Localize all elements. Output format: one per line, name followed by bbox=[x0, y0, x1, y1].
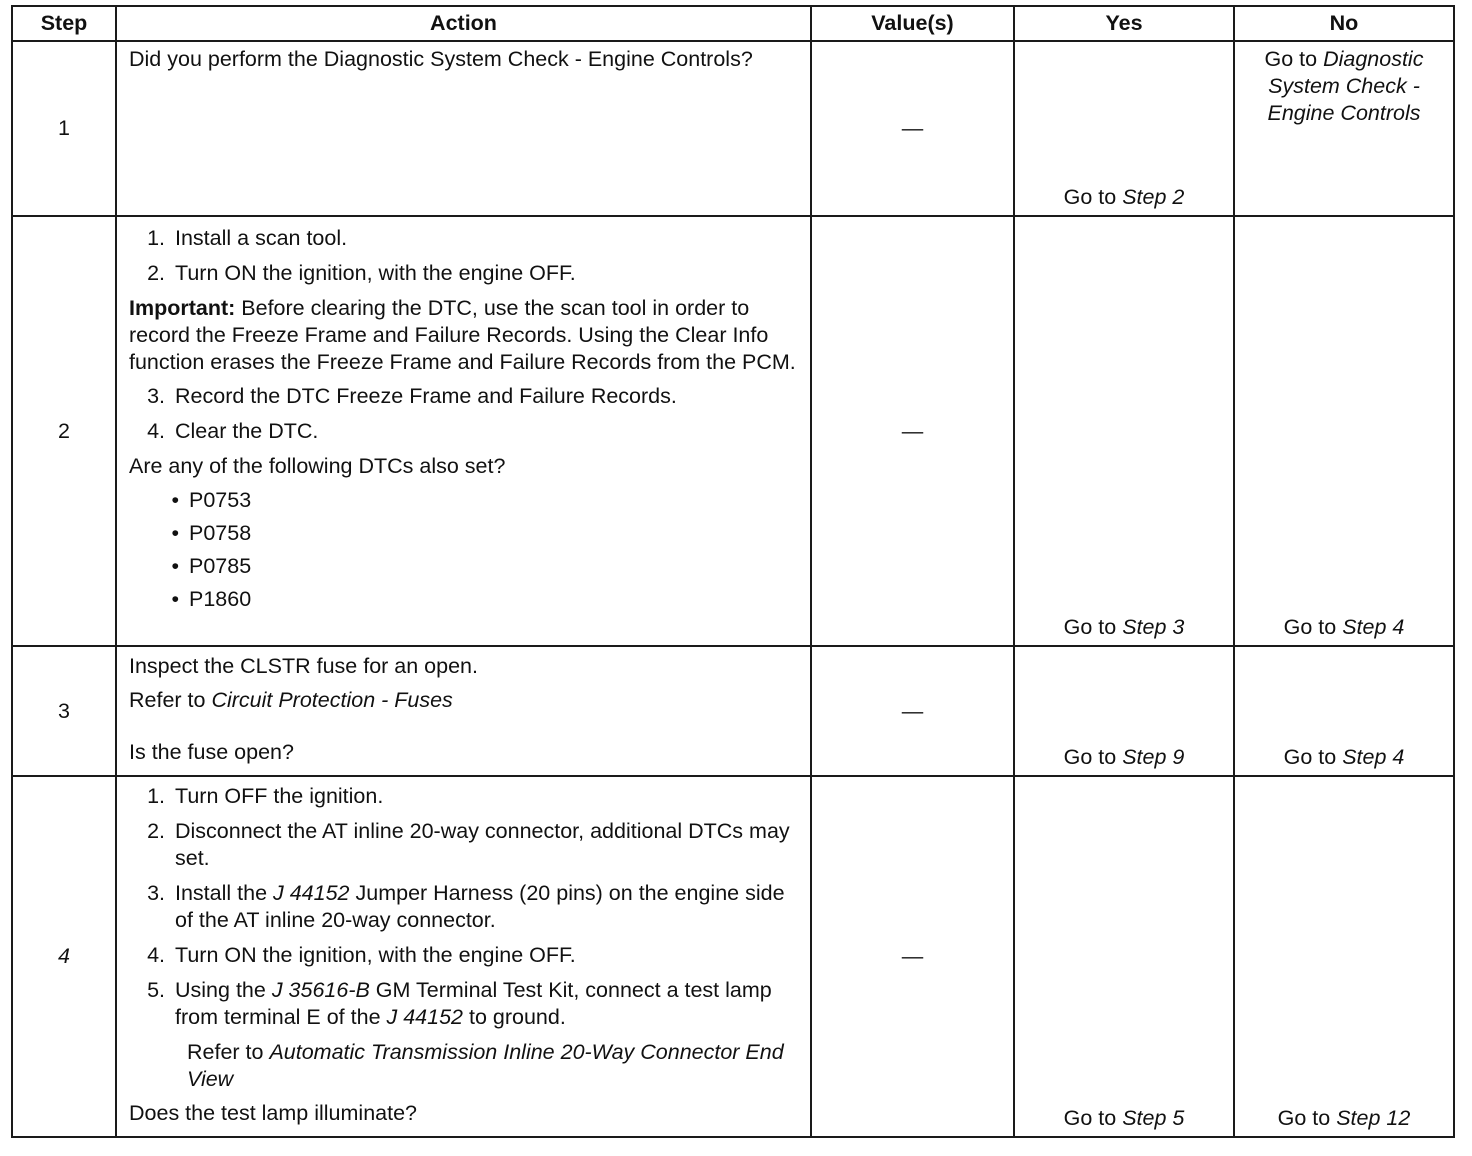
yes-cell: Go to Step 3 bbox=[1014, 216, 1234, 646]
action-item: Turn ON the ignition, with the engine OFF. bbox=[175, 261, 576, 285]
header-step: Step bbox=[12, 6, 116, 41]
action-question: Did you perform the Diagnostic System Check - Engine Controls? bbox=[129, 47, 753, 71]
refer-line: Refer to Automatic Transmission Inline 20-Way Connector End View bbox=[187, 1040, 784, 1091]
no-link[interactable]: Step 4 bbox=[1342, 615, 1405, 639]
value-cell: — bbox=[811, 646, 1014, 776]
yes-link[interactable]: Step 5 bbox=[1122, 1106, 1185, 1130]
header-row bbox=[12, 6, 1454, 41]
tool-ref: J 35616-B bbox=[271, 978, 370, 1002]
action-item: Install a scan tool. bbox=[175, 226, 348, 250]
action-cell bbox=[116, 646, 811, 776]
table-row bbox=[12, 41, 1454, 216]
no-cell: Go to Step 4 bbox=[1234, 216, 1454, 646]
yes-link[interactable]: Step 2 bbox=[1122, 185, 1185, 209]
dtc-code: P0758 bbox=[189, 521, 252, 545]
action-cell: 1. Install a scan tool. 2. Turn ON the ignition, with the engine OFF. Important: Before clearing the DTC, use the scan tool in order to record the Freeze Frame and Failure Records. Using the Clear Info function erases the Freeze Frame and Failure Records from the PCM. 3. Record the DTC Freeze Frame and Failure Records. 4. Clear the DTC. Are any of the following DTCs also set? • P0753 • P0758 • P0785 • P1860 bbox=[116, 216, 811, 646]
diagnostic-table bbox=[11, 5, 1455, 1138]
value-cell: — bbox=[811, 776, 1014, 1137]
yes-cell: Go to Step 2 bbox=[1014, 41, 1234, 216]
no-cell: Go to Step 4 bbox=[1234, 646, 1454, 776]
table-row bbox=[12, 646, 1454, 776]
refer-link[interactable]: Automatic Transmission Inline 20-Way Connector End View bbox=[187, 1040, 784, 1091]
no-link[interactable]: Step 4 bbox=[1342, 745, 1405, 769]
step-number: 3 bbox=[12, 646, 116, 776]
action-line: Inspect the CLSTR fuse for an open. bbox=[129, 654, 478, 678]
action-cell: 1. Turn OFF the ignition. 2. Disconnect the AT inline 20-way connector, additional DTCs may set. 3. Install the J 44152 Jumper Harness (20 pins) on the engine side of the AT inline 20-way connector. 4. Turn ON the ignition, with the engine OFF. 5. Using the J 35616-B GM Terminal Test Kit, connect a test lamp from terminal E of the J 44152 to ground. Refer to Automatic Transmission Inline 20-Way Connector End View Does the test lamp illuminate? bbox=[116, 776, 811, 1137]
action-question: Are any of the following DTCs also set? bbox=[129, 454, 506, 478]
important-note: Important: Before clearing the DTC, use the scan tool in order to record the Freeze Frame and Failure Records. Using the Clear Info function erases the Freeze Frame and Failure Records from the PCM. bbox=[129, 296, 796, 374]
header-values: Value(s) bbox=[811, 6, 1014, 41]
step-number: 2 bbox=[12, 216, 116, 646]
bullet-icon: • bbox=[171, 521, 179, 545]
action-item: Turn ON the ignition, with the engine OFF. bbox=[175, 943, 576, 967]
step-number: 4 bbox=[12, 776, 116, 1137]
dtc-code: P0753 bbox=[189, 488, 252, 512]
no-link[interactable]: Step 12 bbox=[1336, 1106, 1411, 1130]
yes-cell: Go to Step 5 bbox=[1014, 776, 1234, 1137]
action-item: Record the DTC Freeze Frame and Failure Records. bbox=[175, 384, 677, 408]
action-question: Is the fuse open? bbox=[129, 740, 294, 764]
action-item: Disconnect the AT inline 20-way connector, additional DTCs may set. bbox=[175, 819, 790, 870]
yes-cell: Go to Step 9 bbox=[1014, 646, 1234, 776]
table-row bbox=[12, 776, 1454, 1137]
value-cell: — bbox=[811, 216, 1014, 646]
tool-ref: J 44152 bbox=[273, 881, 350, 905]
value-cell: — bbox=[811, 41, 1014, 216]
no-cell: Go to Step 12 bbox=[1234, 776, 1454, 1137]
yes-link[interactable]: Step 9 bbox=[1122, 745, 1185, 769]
no-cell: Go to Diagnostic System Check - Engine Controls bbox=[1234, 41, 1454, 216]
no-link[interactable]: Diagnostic System Check - Engine Controls bbox=[1267, 47, 1424, 125]
dtc-code: P0785 bbox=[189, 554, 252, 578]
action-cell bbox=[116, 41, 811, 216]
action-item: Install the J 44152 Jumper Harness (20 pins) on the engine side of the AT inline 20-way connector. bbox=[175, 881, 785, 932]
action-item: Using the J 35616-B GM Terminal Test Kit, connect a test lamp from terminal E of the J 44152 to ground. bbox=[175, 978, 772, 1029]
step-number: 1 bbox=[12, 41, 116, 216]
bullet-icon: • bbox=[171, 488, 179, 512]
important-label: Important: bbox=[129, 296, 236, 320]
header-action: Action bbox=[116, 6, 811, 41]
dtc-code: P1860 bbox=[189, 587, 252, 611]
header-no: No bbox=[1234, 6, 1454, 41]
action-item: Turn OFF the ignition. bbox=[175, 784, 384, 808]
action-item: Clear the DTC. bbox=[175, 419, 319, 443]
action-question: Does the test lamp illuminate? bbox=[129, 1101, 418, 1125]
table-row bbox=[12, 216, 1454, 646]
bullet-icon: • bbox=[171, 554, 179, 578]
tool-ref: J 44152 bbox=[386, 1005, 464, 1029]
bullet-icon: • bbox=[171, 587, 179, 611]
yes-link[interactable]: Step 3 bbox=[1122, 615, 1185, 639]
header-yes: Yes bbox=[1014, 6, 1234, 41]
refer-link[interactable]: Circuit Protection - Fuses bbox=[211, 688, 453, 712]
refer-line: Refer to Circuit Protection - Fuses bbox=[129, 688, 453, 712]
